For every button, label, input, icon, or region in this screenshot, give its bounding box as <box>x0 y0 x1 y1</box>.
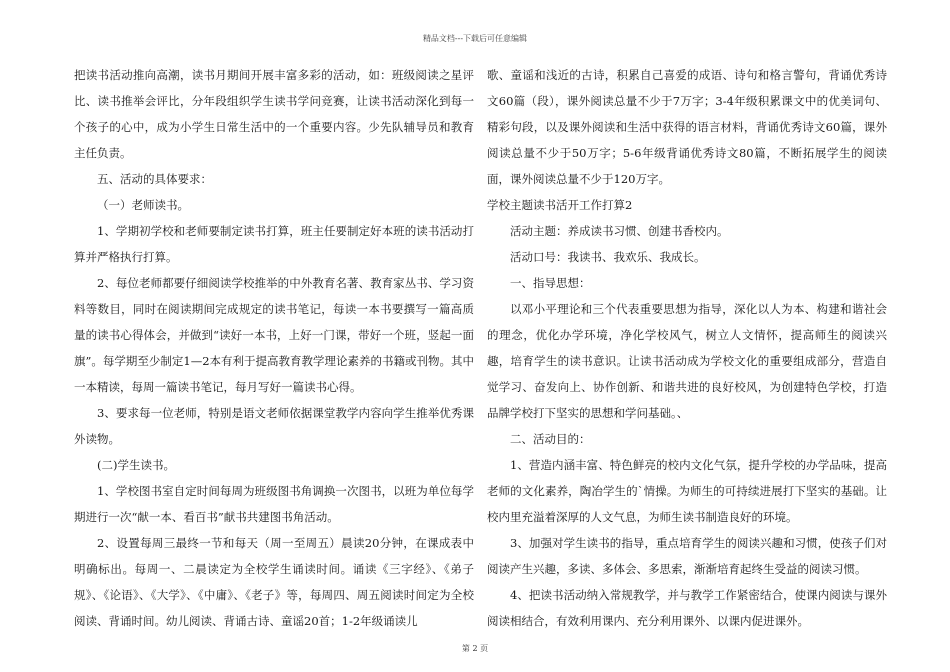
paragraph: 1、营造内涵丰富、特色鲜亮的校内文化气氛，提升学校的办学品味，提高老师的文化素养，陶冶学生的`情操。为师生的可持续进展打下坚实的基础。让校内里充溢着深厚的人文气息，为师生读书制造良好的环境。 <box>487 458 887 524</box>
paragraph: 2、每位老师都要仔细阅读学校推举的中外教育名著、教育家丛书、学习资料等数目，同时在阅读期间完成规定的读书笔记，每读一本书要撰写一篇高质量的读书心得体会，并做到“读好一本书，上好一门课，带好一个班，竖起一面旗”。每学期至少制定1—2本有利于提高教育教学理论素养的书籍或刊物。其中一本精读，每周一篇读书笔记，每月写好一篇读书心得。 <box>74 276 475 394</box>
right-column <box>487 62 887 634</box>
section-heading: 二、活动目的： <box>510 432 591 446</box>
paragraph: 活动主题：养成读书习惯、创建书香校内。 <box>510 224 729 238</box>
paragraph: 1、学期初学校和老师要制定读书打算，班主任要制定好本班的读书活动打算并严格执行打算。 <box>74 224 474 264</box>
subsection-heading: （一）老师读书。 <box>97 198 189 212</box>
paragraph: 活动口号：我读书、我欢乐、我成长。 <box>510 250 706 264</box>
paragraph: 歌、童谣和浅近的古诗，积累自己喜爱的成语、诗句和格言警句，背诵优秀诗文60篇（段），课外阅读总量不少于7万字；3-4年级积累课文中的优美词句、精彩句段，以及课外阅读和生活中获得的语言材料，背诵优秀诗文60篇，课外阅读总量不少于50万字；5-6年级背诵优秀诗文80篇，不断拓展学生的阅读面，课外阅读总量不少于120万字。 <box>487 68 887 186</box>
paragraph: 3、加强对学生读书的指导，重点培育学生的阅读兴趣和习惯，使孩子们对阅读产生兴趣，多读、多体会、多思索，渐渐培育起终生受益的阅读习惯。 <box>487 536 887 576</box>
page-number: 第 2 页 <box>461 644 489 653</box>
paragraph: 1、学校图书室自定时间每周为班级图书角调换一次图书，以班为单位每学期进行一次“献一本、看百书”献书共建图书角活动。 <box>74 484 474 524</box>
section-heading: 五、活动的具体要求： <box>97 172 212 186</box>
section-heading: 一、指导思想： <box>510 276 591 290</box>
paragraph: 3、要求每一位老师，特别是语文老师依据课堂教学内容向学生推举优秀课外读物。 <box>74 406 474 446</box>
paragraph: 2、设置每周三最终一节和每天（周一至周五）晨读20分钟，在课成表中明确标出。每周一、二晨读定为全校学生诵读时间。诵读《三字经》、《弟子规》、《论语》、《大学》、《中庸》、《老子》等，每周四、周五阅读时间定为全校阅读、背诵时间。幼儿阅读、背诵古诗、童谣20首；1-2年级诵读儿 <box>74 536 474 628</box>
paragraph: 4、把读书活动纳入常规教学，并与教学工作紧密结合，使课内阅读与课外阅读相结合，有效利用课内、充分利用课外、以课内促进课外。 <box>487 588 887 628</box>
left-column <box>74 62 474 634</box>
page-header: 精品文档---下载后可任意编辑 <box>422 34 528 43</box>
subsection-heading: (二)学生读书。 <box>97 458 175 472</box>
document-title: 学校主题读书活开工作打算2 <box>487 198 633 212</box>
paragraph: 以邓小平理论和三个代表重要思想为指导，深化以人为本、构建和谐社会的理念，优化办学环境，净化学校风气，树立人文情怀，提高师生的阅读兴趣，培育学生的读书意识。让读书活动成为学校文化的重要组成部分，营造自觉学习、奋发向上、协作创新、和谐共进的良好校风，为创建特色学校，打造品牌学校打下坚实的思想和学问基础。、 <box>487 302 887 420</box>
paragraph: 把读书活动推向高潮，读书月期间开展丰富多彩的活动，如：班级阅读之星评比、读书推举会评比，分年段组织学生读书学问竞赛，让读书活动深化到每一个孩子的心中，成为小学生日常生活中的一个重要内容。少先队辅导员和教育主任负责。 <box>74 68 474 160</box>
